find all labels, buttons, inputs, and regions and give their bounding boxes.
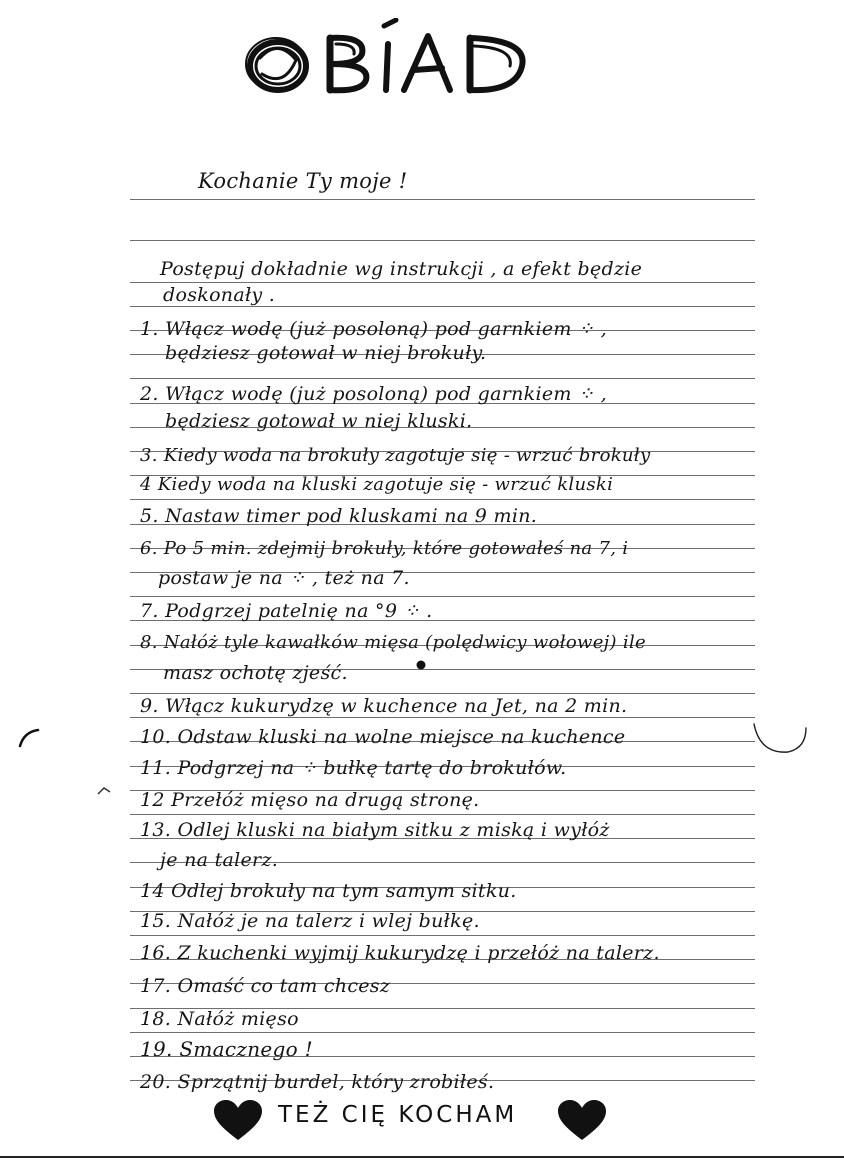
circle-scribble-icon [748, 714, 812, 762]
step-line: 11. Podgrzej na ⁘ bułkę tartę do brokułów. [140, 757, 567, 779]
step-line: 13. Odlej kluski na białym sitku z miską i wyłóż [140, 819, 610, 841]
step-line: 2. Włącz wodę (już posoloną) pod garnkiem ⁘ , [140, 383, 607, 405]
step-line: 15. Nałóż je na talerz i wlej bułkę. [140, 910, 480, 932]
ruled-line [130, 378, 755, 379]
step-line: 20. Sprzątnij burdel, który zrobiłeś. [140, 1071, 495, 1093]
step-line: 9. Włącz kukurydzę w kuchence na Jet, na 2 min. [140, 695, 628, 717]
pen-mark-icon [96, 782, 116, 798]
heart-icon [556, 1098, 608, 1142]
step-line: 6. Po 5 min. zdejmij brokuły, które gotowałeś na 7, i [140, 538, 629, 559]
step-line: będziesz gotował w niej brokuły. [165, 342, 487, 364]
ruled-line [130, 814, 755, 815]
intro-line: Postępuj dokładnie wg instrukcji , a efekt będzie [160, 258, 643, 280]
title-obiad [238, 18, 538, 100]
ruled-line [130, 596, 755, 597]
ruled-line [130, 693, 755, 694]
ruled-line [130, 499, 755, 500]
ruled-line [130, 935, 755, 936]
closing-text: TEŻ CIĘ KOCHAM [278, 1102, 518, 1128]
ruled-line [130, 717, 755, 718]
greeting: Kochanie Ty moje ! [198, 169, 408, 193]
intro-line: doskonały . [163, 284, 276, 306]
ruled-line [130, 1032, 755, 1033]
step-line: 12 Przełóż mięso na drugą stronę. [140, 789, 480, 811]
step-line: 4 Kiedy woda na kluski zagotuje się - wrzuć kluski [140, 474, 614, 495]
closing-signature [212, 1094, 612, 1146]
step-line: masz ochotę zjeść. [163, 662, 348, 684]
ink-dot-icon [414, 658, 428, 672]
step-line: postaw je na ⁘ , też na 7. [158, 567, 410, 589]
ruled-line [130, 240, 755, 241]
ruled-line [130, 282, 755, 283]
step-line: je na talerz. [160, 849, 279, 871]
page-edge-line [0, 1156, 844, 1158]
step-line: 16. Z kuchenki wyjmij kukurydzę i przełóż na talerz. [140, 942, 660, 964]
step-line: 3. Kiedy woda na brokuły zagotuje się - wrzuć brokuły [140, 445, 651, 466]
step-line: 8. Nałóż tyle kawałków mięsa (polędwicy wołowej) ile [140, 632, 646, 653]
ruled-line [130, 199, 755, 200]
heart-icon [212, 1098, 264, 1142]
step-line: 1. Włącz wodę (już posoloną) pod garnkiem ⁘ , [140, 318, 607, 340]
step-line: 5. Nastaw timer pod kluskami na 9 min. [140, 505, 538, 527]
step-line: 7. Podgrzej patelnię na °9 ⁘ . [140, 600, 433, 622]
step-line: 18. Nałóż mięso [140, 1008, 299, 1030]
ruled-line [130, 306, 755, 307]
step-line: 10. Odstaw kluski na wolne miejsce na kuchence [140, 726, 626, 748]
step-line: będziesz gotował w niej kluski. [165, 410, 473, 432]
step-line: 19. Smacznego ! [140, 1037, 313, 1061]
step-line: 17. Omaść co tam chcesz [140, 975, 391, 997]
step-line: 14 Odlej brokuły na tym samym sitku. [140, 880, 517, 902]
pen-mark-icon [16, 724, 46, 750]
title-lettering [238, 18, 538, 100]
